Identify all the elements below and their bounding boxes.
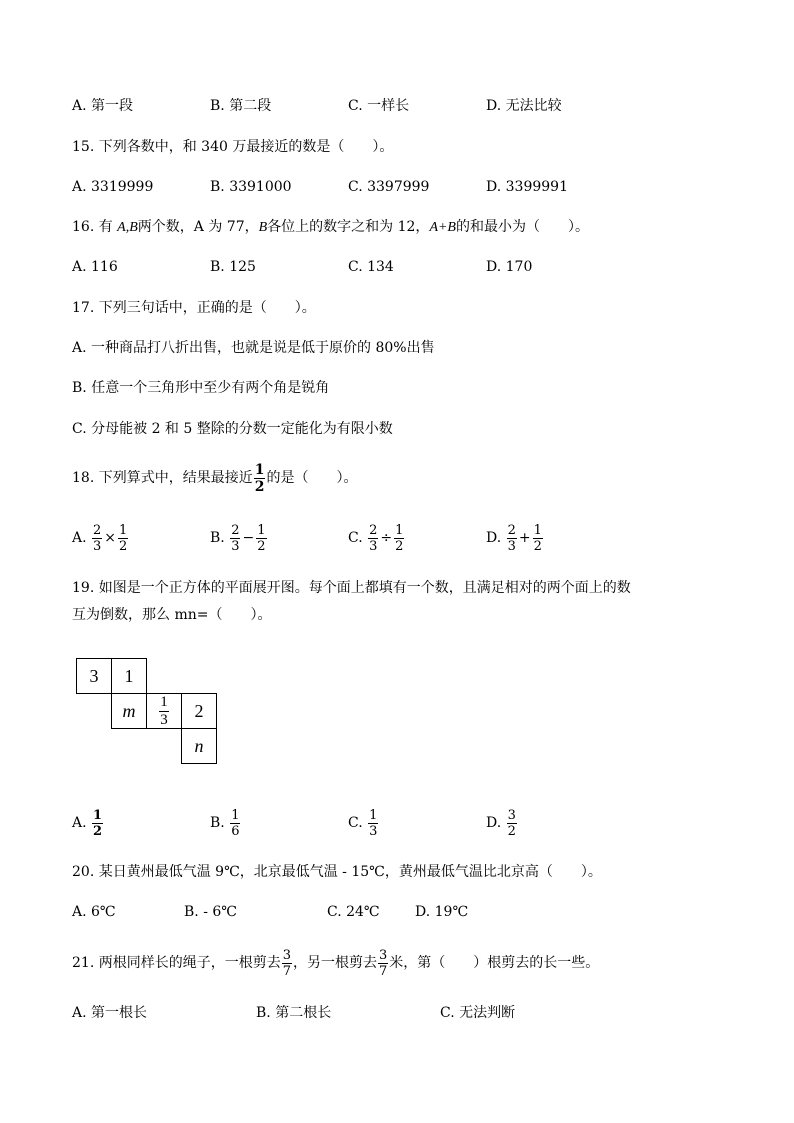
- fraction-numerator: 3: [507, 807, 516, 823]
- option-label: C.: [348, 530, 363, 546]
- q16-option-a: A. 116: [72, 259, 118, 275]
- q16-stem-part: 的和最小为（ ）。: [456, 219, 589, 235]
- fraction-denominator: 2: [93, 823, 103, 839]
- q18-stem-part: 的是（ ）。: [266, 470, 358, 486]
- fraction: [92, 524, 102, 553]
- fraction: [92, 809, 103, 838]
- q17-option-a: A. 一种商品打八折出售，也就是说是低于原价的 80%出售: [72, 340, 435, 356]
- fraction-denominator: 3: [231, 538, 240, 554]
- fraction-denominator: 2: [257, 538, 266, 554]
- q19-option-b: [210, 803, 241, 843]
- fraction: [230, 809, 240, 838]
- fraction-denominator: 3: [507, 538, 516, 554]
- fraction-numerator: 1: [160, 693, 168, 710]
- q18-option-c: [348, 518, 405, 558]
- option-label: A.: [72, 815, 87, 831]
- operator: ×: [104, 530, 117, 546]
- option-label: B.: [210, 815, 225, 831]
- net-cell-3: 3: [76, 658, 112, 694]
- fraction-numerator: 1: [93, 807, 103, 823]
- q18-option-b: [210, 518, 268, 558]
- fraction-denominator: 3: [369, 823, 378, 839]
- q18-option-a: [72, 518, 129, 558]
- q16-option-b: B. 125: [210, 259, 256, 275]
- fraction-numerator: 2: [231, 522, 240, 538]
- fraction-denominator: 3: [369, 538, 378, 554]
- q21-stem-part: 21. 两根同样长的绳子，一根剪去: [72, 955, 281, 971]
- q18-stem: [72, 460, 357, 496]
- q15-option-a: A. 3319999: [72, 179, 154, 195]
- fraction-numerator: 2: [507, 522, 516, 538]
- fraction: [230, 524, 240, 553]
- fraction-numerator: 1: [533, 522, 542, 538]
- q16-stem: [72, 217, 589, 238]
- q16-var-aplusb: A+B: [429, 220, 456, 235]
- q16-var-b: B: [258, 220, 268, 235]
- fraction-numerator: 3: [282, 947, 291, 963]
- fraction-numerator: 1: [231, 807, 240, 823]
- q19-stem-line1: 19. 如图是一个正方体的平面展开图。每个面上都填有一个数，且满足相对的两个面上的数: [72, 580, 631, 596]
- fraction-denominator: 2: [507, 823, 516, 839]
- fraction-denominator: 7: [379, 963, 388, 979]
- fraction: [282, 949, 292, 978]
- q16-option-d: D. 170: [486, 259, 533, 275]
- option-label: A.: [72, 530, 87, 546]
- q20-option-b: B. - 6℃: [184, 904, 237, 920]
- q15-option-d: D. 3399991: [486, 179, 568, 195]
- q19-option-a: [72, 803, 104, 843]
- fraction-denominator: 7: [282, 963, 291, 979]
- q17-option-c: C. 分母能被 2 和 5 整除的分数一定能化为有限小数: [72, 421, 393, 437]
- q18-stem-part: 18. 下列算式中，结果最接近: [72, 470, 253, 486]
- q19-stem-line2: 互为倒数，那么 mn=（ ）。: [72, 607, 272, 623]
- option-label: C.: [348, 815, 363, 831]
- fraction-numerator: 2: [93, 522, 102, 538]
- q21-stem: [72, 943, 599, 983]
- cube-net-figure: [76, 658, 220, 766]
- fraction: [378, 949, 388, 978]
- fraction-numerator: 1: [119, 522, 128, 538]
- q20-stem: 20. 某日黄州最低气温 9℃，北京最低气温 - 15℃，黄州最低气温比北京高（ ）。: [72, 864, 602, 880]
- fraction: [368, 524, 378, 553]
- q21-option-b: B. 第二根长: [256, 1005, 332, 1021]
- fraction-numerator: 1: [257, 522, 266, 538]
- fraction: [118, 524, 128, 553]
- fraction-denominator: 2: [395, 538, 404, 554]
- q16-stem-part: 两个数，A 为 77，: [137, 219, 259, 235]
- operator: −: [242, 530, 255, 546]
- q21-option-a: A. 第一根长: [72, 1005, 148, 1021]
- fraction: [533, 524, 543, 553]
- q18-half-fraction: [254, 463, 266, 494]
- q14-option-a: A. 第一段: [72, 98, 134, 114]
- q15-option-c: C. 3397999: [348, 179, 430, 195]
- fraction: [256, 524, 266, 553]
- q18-option-d: [486, 518, 544, 558]
- option-label: B.: [210, 530, 225, 546]
- net-cell-n: n: [181, 728, 217, 764]
- q19-option-c: [348, 803, 379, 843]
- fraction: [507, 524, 517, 553]
- q19-option-d: [486, 803, 518, 843]
- q21-stem-part: ，另一根剪去: [293, 955, 377, 971]
- q16-stem-part: 16. 有: [72, 219, 118, 235]
- fraction-denominator: 6: [231, 823, 240, 839]
- fraction-numerator: 2: [369, 522, 378, 538]
- q20-option-d: D. 19℃: [415, 904, 469, 920]
- q17-stem: 17. 下列三句话中，正确的是（ ）。: [72, 300, 316, 316]
- net-cell-1: 1: [111, 658, 147, 694]
- fraction-numerator: 1: [254, 461, 265, 478]
- net-cell-2: 2: [181, 693, 217, 729]
- q21-option-c: C. 无法判断: [440, 1005, 516, 1021]
- q20-option-a: A. 6℃: [72, 904, 116, 920]
- q16-stem-part: 各位上的数字之和为 12，: [267, 219, 430, 235]
- fraction-numerator: 1: [395, 522, 404, 538]
- q21-stem-part: 米，第（ ）根剪去的长一些。: [389, 955, 600, 971]
- q14-option-d: D. 无法比较: [486, 98, 562, 114]
- option-label: D.: [486, 815, 502, 831]
- q17-option-b: B. 任意一个三角形中至少有两个角是锐角: [72, 380, 330, 396]
- fraction: [368, 809, 378, 838]
- fraction-denominator: 3: [160, 711, 168, 728]
- fraction-denominator: 2: [254, 478, 265, 495]
- operator: +: [518, 530, 531, 546]
- fraction: [507, 809, 517, 838]
- net-cell-one-third: [146, 693, 182, 729]
- q20-option-c: C. 24℃: [327, 904, 380, 920]
- fraction: [394, 524, 404, 553]
- fraction-denominator: 2: [533, 538, 542, 554]
- fraction: [159, 695, 169, 728]
- net-cell-m: m: [111, 693, 147, 729]
- q16-option-c: C. 134: [348, 259, 394, 275]
- q14-option-c: C. 一样长: [348, 98, 410, 114]
- option-label: D.: [486, 530, 502, 546]
- q15-option-b: B. 3391000: [210, 179, 292, 195]
- fraction-denominator: 3: [93, 538, 102, 554]
- operator: ÷: [380, 530, 393, 546]
- q14-option-b: B. 第二段: [210, 98, 272, 114]
- fraction-numerator: 3: [379, 947, 388, 963]
- fraction-denominator: 2: [119, 538, 128, 554]
- fraction-numerator: 1: [369, 807, 378, 823]
- q15-stem: 15. 下列各数中，和 340 万最接近的数是（ ）。: [72, 139, 394, 155]
- q16-var-ab: A,B: [117, 220, 138, 235]
